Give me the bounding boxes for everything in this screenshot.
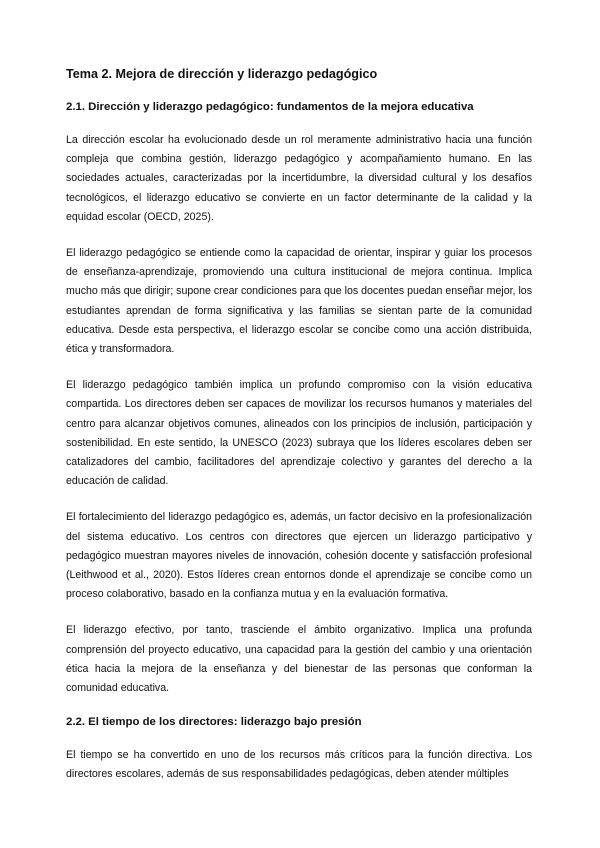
document-page [66, 66, 532, 785]
paragraph: El fortalecimiento del liderazgo pedagógico es, además, un factor decisivo en la profesionalización del sistema educativo. Los centros con directores que ejercen un liderazgo participativo y pedagógico muestran mayores niveles de innovación, cohesión docente y satisfacción profesional (Leithwood et al., 2020). Estos líderes crean entornos donde el aprendizaje se concibe como un proceso colaborativo, basado en la confianza mutua y en la evaluación formativa. [66, 511, 532, 601]
section-heading-2-1: 2.1. Dirección y liderazgo pedagógico: fundamentos de la mejora educativa [66, 101, 474, 113]
paragraph: El liderazgo pedagógico también implica un profundo compromiso con la visión educativa compartida. Los directores deben ser capaces de movilizar los recursos humanos y materiales del centro para alcanzar objetivos comunes, alineados con los principios de inclusión, participación y sostenibilidad. En este sentido, la UNESCO (2023) subraya que los líderes escolares deben ser catalizadores del cambio, facilitadores del aprendizaje colectivo y garantes del derecho a la educación de calidad. [66, 379, 532, 488]
paragraph: La dirección escolar ha evolucionado desde un rol meramente administrativo hacia una función compleja que combina gestión, liderazgo pedagógico y acompañamiento humano. En las sociedades actuales, caracterizadas por la incertidumbre, la diversidad cultural y los desafíos tecnológicos, el liderazgo educativo se convierte en un factor determinante de la calidad y la equidad escolar (OECD, 2025). [66, 134, 532, 223]
document-title: Tema 2. Mejora de dirección y liderazgo pedagógico [66, 67, 378, 81]
section-heading-2-2: 2.2. El tiempo de los directores: liderazgo bajo presión [66, 716, 362, 729]
paragraph: El liderazgo efectivo, por tanto, trasciende el ámbito organizativo. Implica una profunda comprensión del proyecto educativo, una capacidad para la gestión del cambio y una orientación ética hacia la mejora de la enseñanza y del bienestar de las personas que conforman la comunidad educativa. [66, 624, 532, 695]
paragraph: El tiempo se ha convertido en uno de los recursos más críticos para la función directiva. Los directores escolares, además de sus responsabilidades pedagógicas, deben atender múltiples [66, 749, 532, 781]
paragraph: El liderazgo pedagógico se entiende como la capacidad de orientar, inspirar y guiar los procesos de enseñanza-aprendizaje, promoviendo una cultura institucional de mejora continua. Implica mucho más que dirigir; supone crear condiciones para que los docentes puedan enseñar mejor, los estudiantes aprendan de forma significativa y las familias se sientan parte de la comunidad educativa. Desde esta perspectiva, el liderazgo escolar se concibe como una acción distribuida, ética y transformadora. [66, 247, 532, 356]
